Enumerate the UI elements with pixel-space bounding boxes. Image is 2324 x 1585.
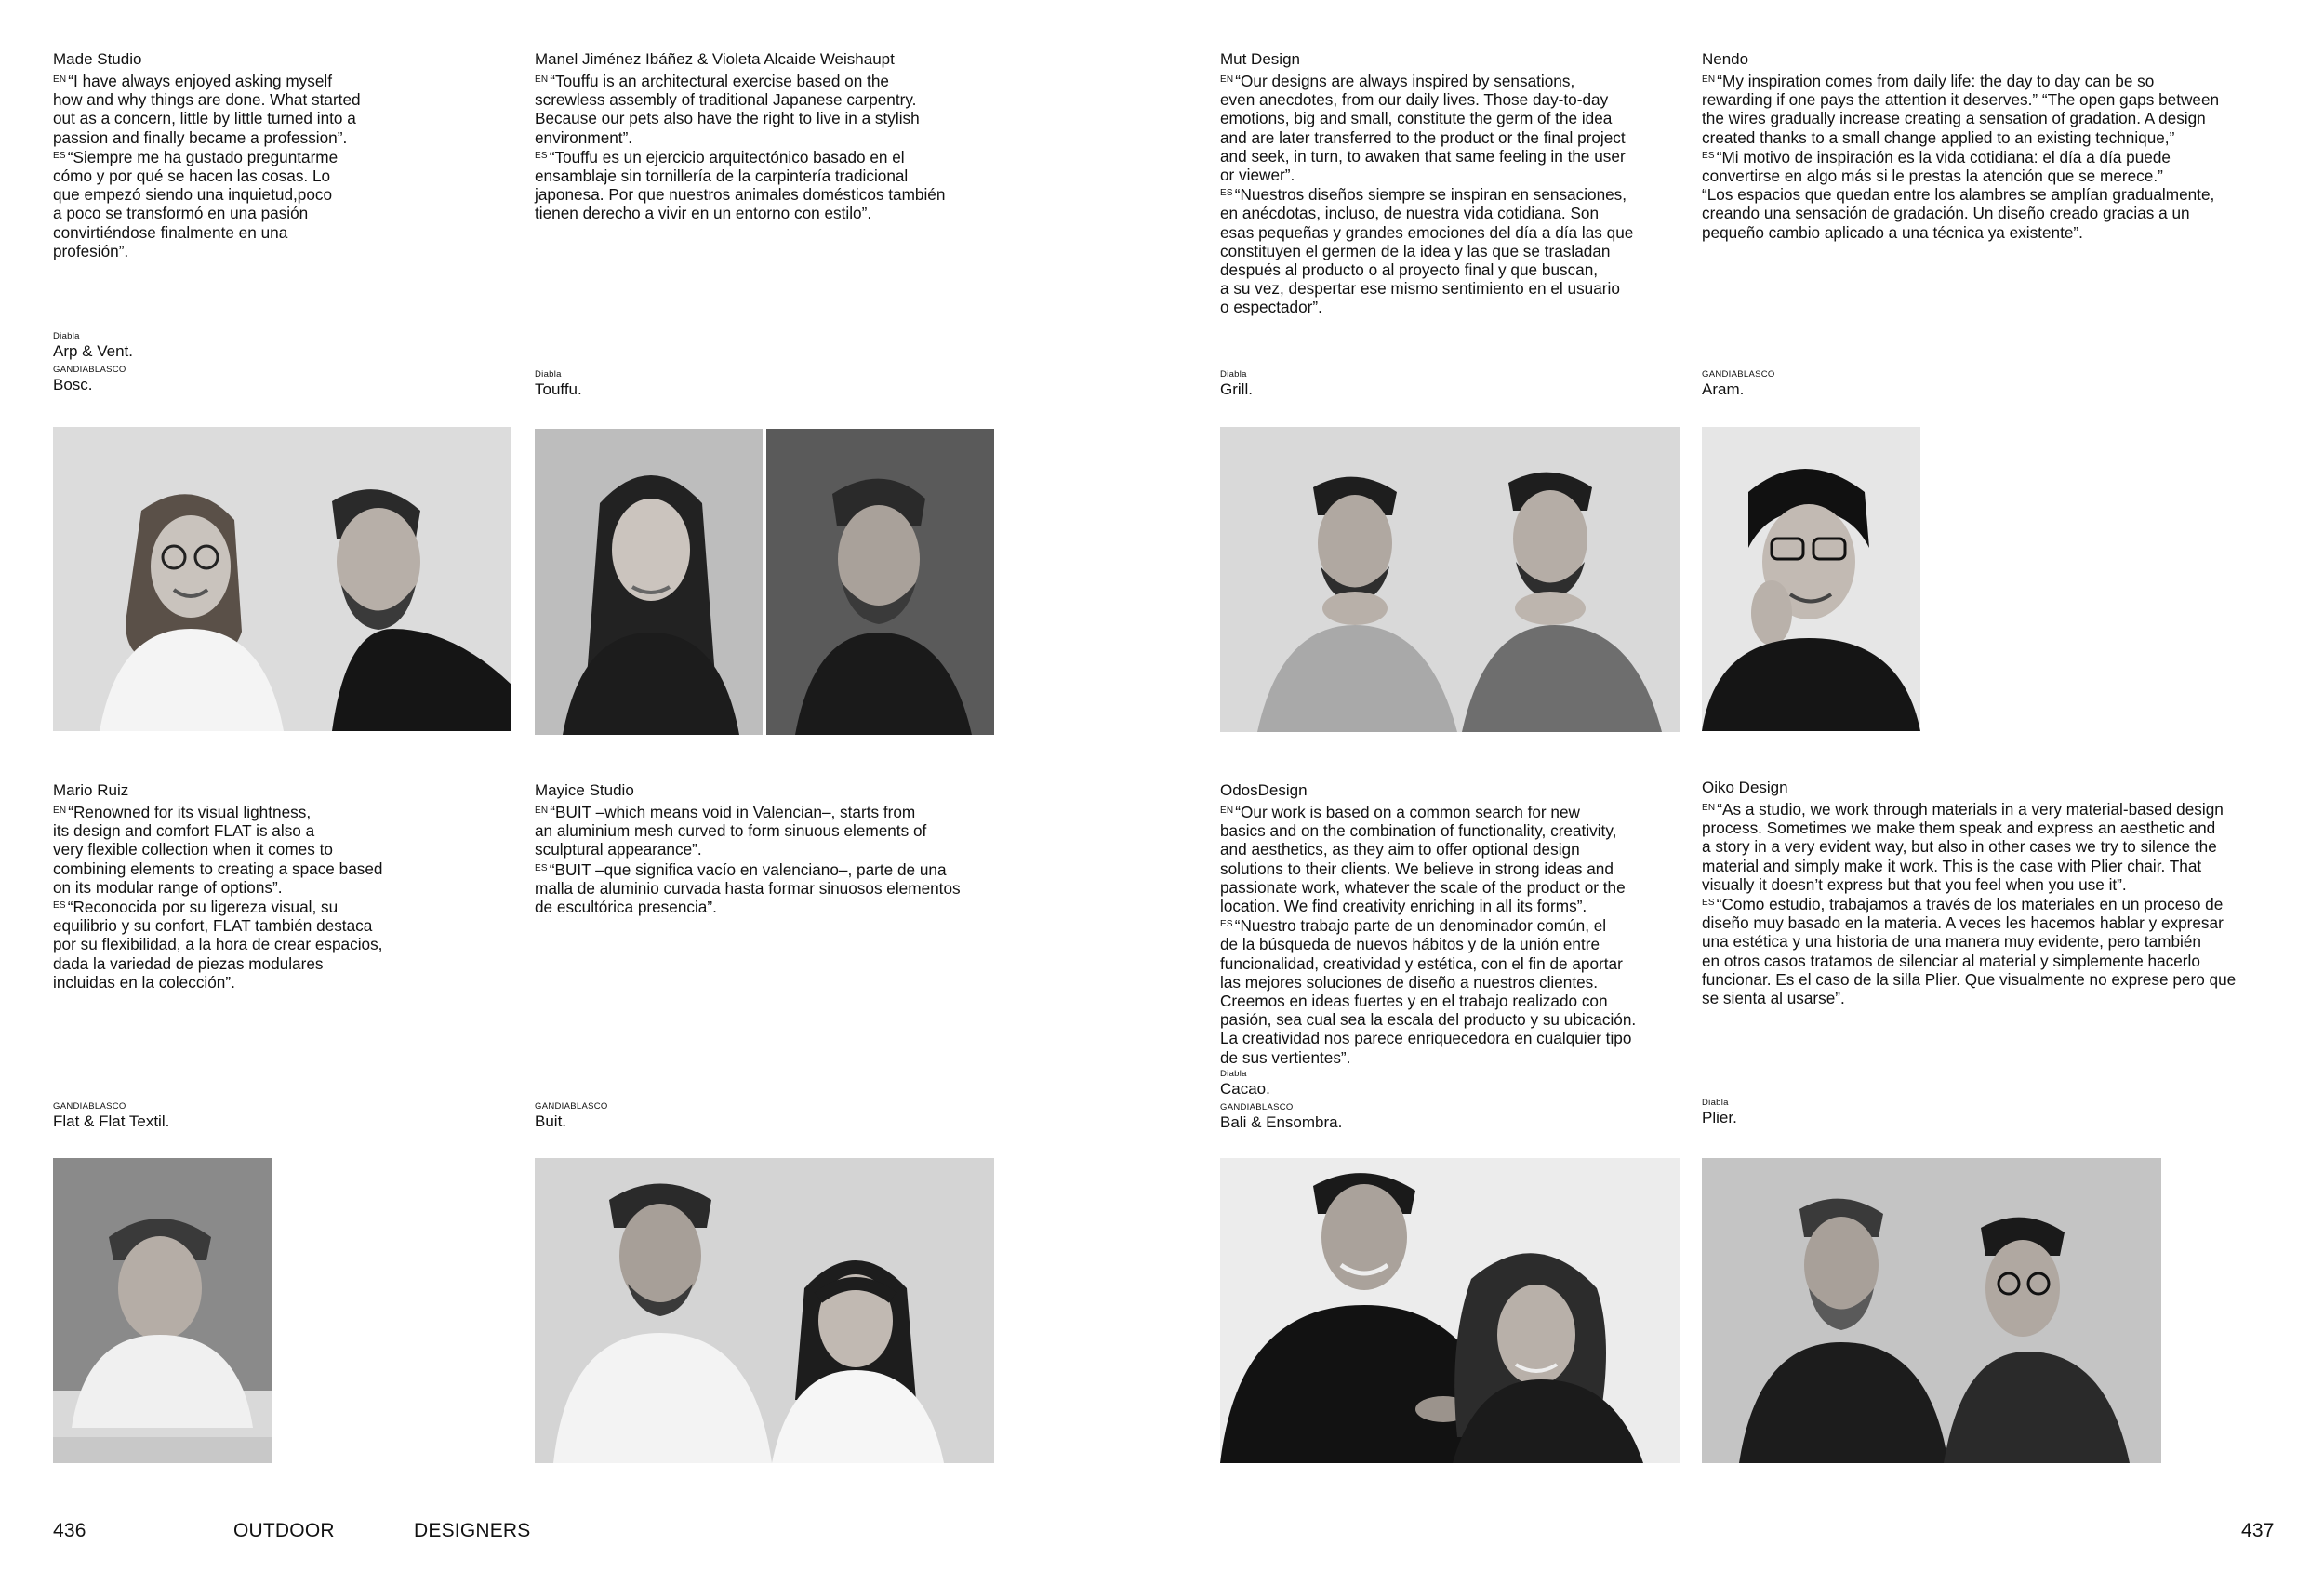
quote-en-text: “Our work is based on a common search for new basics and on the combination of functionality, creativity, and aesthetics, as they aim to offer optional design solutions to their clients. We believe in strong ideas and passionate work, whatever the scale of the product or the location. We find creativity enriching in all its forms”. <box>1220 803 1626 916</box>
quote-es <box>1702 147 2288 242</box>
quote-es <box>53 897 462 992</box>
quote-en <box>1702 799 2288 894</box>
photo-image <box>1220 1158 1680 1463</box>
quote-en-text: “Renowned for its visual lightness, its design and comfort FLAT is also a very flexible collection when it comes to combining elements to creating a space based on its modular range of options”. <box>53 803 383 897</box>
product-name: Plier. <box>1702 1109 1737 1126</box>
product-name: Cacao. <box>1220 1079 1270 1098</box>
photo-image <box>1702 427 1920 731</box>
brand-label: GANDIABLASCO <box>53 365 126 375</box>
brand-label: GANDIABLASCO <box>1702 369 1775 380</box>
lang-tag-en: EN <box>1702 74 1716 85</box>
product-credits <box>1702 1098 2111 1127</box>
designer-photo-mayice-studio <box>535 1158 994 1463</box>
page-number-left: 436 <box>53 1520 86 1541</box>
quote-en-text: “Touffu is an architectural exercise based on the screwless assembly of traditional Japanese carpentry. Because our pets also have the right to live in a stylish environment”. <box>535 72 920 147</box>
lang-tag-es: ES <box>1220 919 1233 930</box>
product-credits <box>53 1101 462 1131</box>
brand-label: GANDIABLASCO <box>53 1101 126 1112</box>
quote-es <box>1220 184 1704 316</box>
lang-tag-en: EN <box>53 74 67 85</box>
product-name: Buit. <box>535 1112 567 1130</box>
designer-entry-nendo <box>1702 50 2288 242</box>
quote-en <box>535 802 1018 859</box>
designer-entry-odosdesign <box>1220 781 1704 1132</box>
photo-image <box>535 1158 994 1463</box>
brand-label: Diabla <box>1702 1098 1729 1108</box>
designer-name: Oiko Design <box>1702 779 1788 796</box>
quote-en <box>53 802 462 897</box>
designer-name: Nendo <box>1702 50 1749 68</box>
page-number-right: 437 <box>2241 1520 2275 1541</box>
lang-tag-es: ES <box>53 150 66 161</box>
designer-name: Mario Ruiz <box>53 781 129 799</box>
lang-tag-es: ES <box>535 862 548 873</box>
quote-es <box>1702 894 2288 1007</box>
lang-tag-es: ES <box>1702 150 1715 161</box>
product-name: Bali & Ensombra. <box>1220 1112 1343 1131</box>
designer-name: Made Studio <box>53 50 142 68</box>
lang-tag-en: EN <box>1220 74 1234 85</box>
section-label: OUTDOOR <box>233 1520 335 1541</box>
brand-label: Diabla <box>1220 369 1247 380</box>
designer-photo-made-studio <box>53 427 511 731</box>
lang-tag-es: ES <box>1220 188 1233 199</box>
product-credits <box>1702 369 2111 399</box>
designer-photo-odosdesign <box>1220 1158 1680 1463</box>
quote-en-text: “As a studio, we work through materials in a very material-based design process. Sometimes we make them speak and express an aesthetic and a story in a very evident way, but also in other cases we try to silence the material and simply make it work. This is the case with Plier chair. That visually it doesn’t express but that you feel when you use it”. <box>1702 800 2224 894</box>
quote-es-text: “Mi motivo de inspiración es la vida cotidiana: el día a día puede convertirse en algo más si le prestas la atención que se merece.” “Los espacios que quedan entre los alambres se amplían gradualmente, creando una sensación de gradación. Un diseño creado gracias a un pequeño cambio aplicado a una técnica ya existente”. <box>1702 147 2215 242</box>
quote-es-text: “Como estudio, trabajamos a través de los materiales en un proceso de diseño muy basado en la materia. A veces les hacemos hablar y expresar una estética y una historia de una manera muy evidente, pero también en otros casos tratamos de silenciar al material y simplemente hacerlo funcionar. Es el caso de la silla Plier. Que visualmente no exprese pero que se sienta al usarse”. <box>1702 895 2237 1008</box>
photo-image <box>535 429 994 735</box>
designer-photo-manel-violeta <box>535 429 994 735</box>
quote-en <box>535 71 1018 147</box>
designer-photo-oiko-design <box>1702 1158 2161 1463</box>
quote-es-text: “BUIT –que significa vacío en valenciano–, parte de una malla de aluminio curvada hasta formar sinuosos elementos de escultórica presencia”. <box>535 859 961 917</box>
quote-es <box>535 147 1018 223</box>
lang-tag-en: EN <box>53 806 67 816</box>
lang-tag-en: EN <box>1702 803 1716 813</box>
designer-name: OdosDesign <box>1220 781 1308 799</box>
lang-tag-en: EN <box>535 806 549 816</box>
lang-tag-en: EN <box>1220 806 1234 816</box>
quote-es <box>535 859 1018 917</box>
quote-en-text: “I have always enjoyed asking myself how and why things are done. What started out as a concern, little by little turned into a passion and finally became a profession”. <box>53 72 361 147</box>
product-name: Arp & Vent. <box>53 342 133 360</box>
quote-en <box>1702 71 2288 147</box>
designer-name: Mayice Studio <box>535 781 634 799</box>
designer-photo-mut-design <box>1220 427 1680 732</box>
category-label: DESIGNERS <box>414 1520 531 1541</box>
designer-entry-mayice-studio <box>535 781 1018 916</box>
designer-photo-nendo <box>1702 427 1920 731</box>
product-name: Touffu. <box>535 380 582 398</box>
photo-image <box>53 427 511 731</box>
quote-en-text: “BUIT –which means void in Valencian–, starts from an aluminium mesh curved to form sinuous elements of sculptural appearance”. <box>535 803 927 859</box>
lang-tag-es: ES <box>53 900 66 912</box>
quote-es <box>1220 915 1704 1067</box>
product-name: Bosc. <box>53 376 93 393</box>
quote-en-text: “My inspiration comes from daily life: the day to day can be so rewarding if one pays the attention it deserves.” “The open gaps between the wires gradually increase creating a sensation of gradation. A design created thanks to a small change applied to an existing technique,” <box>1702 72 2220 147</box>
product-credits <box>53 331 462 394</box>
product-name: Flat & Flat Textil. <box>53 1112 170 1130</box>
brand-label: GANDIABLASCO <box>1220 1101 1294 1112</box>
product-name: Aram. <box>1702 380 1745 398</box>
designer-photo-mario-ruiz <box>53 1158 272 1463</box>
quote-es-text: “Siempre me ha gustado preguntarme cómo y por qué se hacen las cosas. Lo que empezó siendo una inquietud,poco a poco se transformó en una pasión convirtiéndose finalmente en una profesión”. <box>53 147 339 260</box>
designer-name: Mut Design <box>1220 50 1300 68</box>
designer-entry-oiko-design <box>1702 779 2288 1007</box>
quote-es <box>53 147 462 260</box>
quote-es-text: “Reconocida por su ligereza visual, su equilibrio y su confort, FLAT también destaca por su flexibilidad, a la hora de crear espacios, dada la variedad de piezas modulares incluidas en la colección”. <box>53 898 383 992</box>
lang-tag-en: EN <box>535 74 549 85</box>
quote-es-text: “Nuestro trabajo parte de un denominador común, el de la búsqueda de nuevos hábitos y de la unión entre funcionalidad, creatividad y estética, con el fin de aportar las mejores soluciones de diseño a nuestros clientes. Creemos en ideas fuertes y en el trabajo realizado con pasión, sea cual sea la escala del producto y su ubicación. La creatividad nos parece enriquecedora en cualquier tipo de sus vertientes”. <box>1220 916 1637 1067</box>
lang-tag-es: ES <box>535 150 548 161</box>
designer-entry-mario-ruiz <box>53 781 462 992</box>
photo-image <box>53 1158 272 1463</box>
quote-en <box>53 71 462 147</box>
designer-name: Manel Jiménez Ibáñez & Violeta Alcaide Weishaupt <box>535 50 895 68</box>
product-credits <box>535 369 944 399</box>
product-credits <box>535 1101 944 1131</box>
lang-tag-es: ES <box>1702 898 1715 909</box>
photo-image <box>1220 427 1680 732</box>
quote-en-text: “Our designs are always inspired by sensations, even anecdotes, from our daily lives. Those day-to-day emotions, big and small, constitute the germ of the idea and are later transferred to the product or the final project and seek, in turn, to awaken that same feeling in the user or viewer”. <box>1220 72 1626 185</box>
product-credits <box>1220 369 1629 399</box>
designer-entry-made-studio <box>53 50 462 260</box>
quote-es-text: “Touffu es un ejercicio arquitectónico basado en el ensamblaje sin tornillería de la carpintería tradicional japonesa. Por que nuestros animales domésticos también tienen derecho a vivir en un entorno con estilo”. <box>535 147 946 223</box>
quote-en <box>1220 71 1704 184</box>
designer-entry-mut-design <box>1220 50 1704 317</box>
brand-label: Diabla <box>1220 1068 1247 1079</box>
designer-entry-manel-violeta <box>535 50 1018 223</box>
brand-label: GANDIABLASCO <box>535 1101 608 1112</box>
brand-label: Diabla <box>53 331 80 341</box>
photo-image <box>1702 1158 2161 1463</box>
quote-en <box>1220 802 1704 915</box>
product-name: Grill. <box>1220 380 1253 398</box>
quote-es-text: “Nuestros diseños siempre se inspiran en sensaciones, en anécdotas, incluso, de nuestra vida cotidiana. Son esas pequeñas y grandes emociones del día a día las que constituyen el germen de la idea y las que se trasladan después al producto o al proyecto final y que buscan, a su vez, despertar ese mismo sentimiento en el usuario o espectador”. <box>1220 185 1634 317</box>
brand-label: Diabla <box>535 369 562 380</box>
